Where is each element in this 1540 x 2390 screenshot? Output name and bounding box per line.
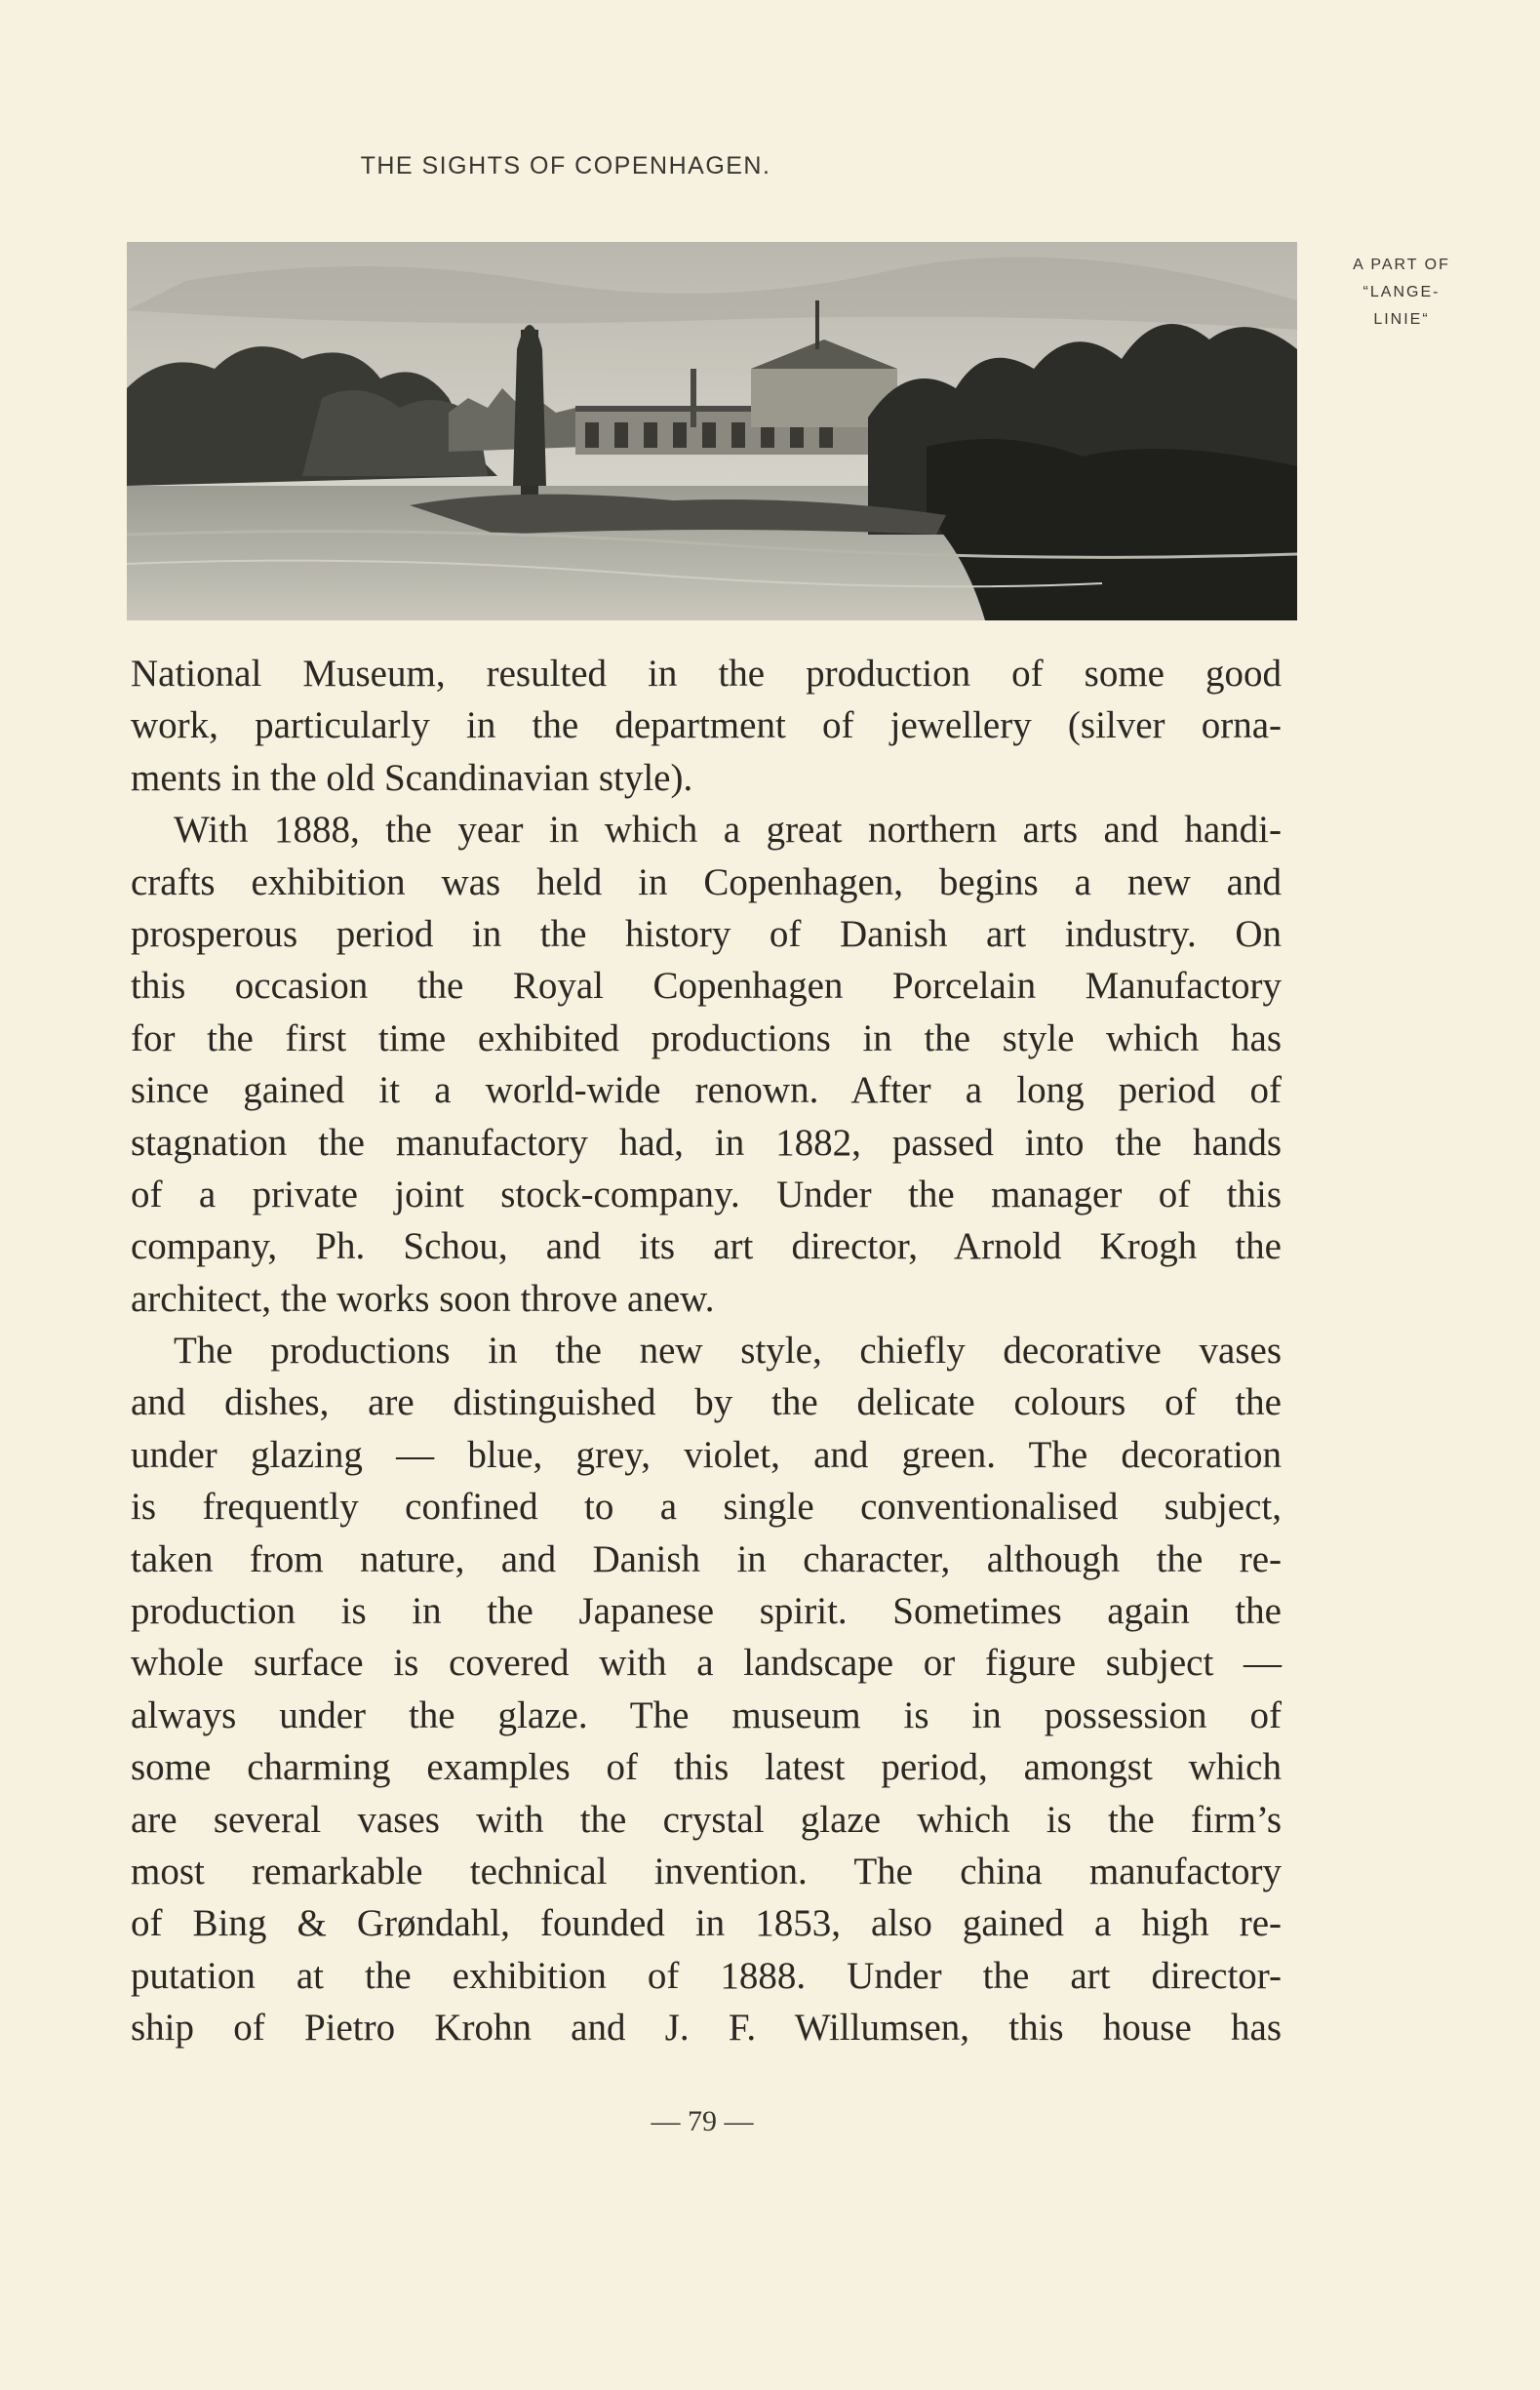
caption-line: “LANGE-	[1362, 284, 1441, 300]
text-line: this occasion the Royal Copenhagen Porcelain Manufactory	[131, 965, 1282, 1008]
text-line: ments in the old Scandinavian style).	[131, 756, 693, 799]
text-line: of Bing & Grøndahl, founded in 1853, also gained a high re-	[131, 1902, 1282, 1945]
running-head: THE SIGHTS OF COPENHAGEN.	[360, 152, 771, 179]
caption-line: LINIE“	[1373, 311, 1430, 328]
langelinie-photograph	[127, 242, 1297, 620]
text-line: some charming examples of this latest period, amongst which	[131, 1746, 1282, 1789]
text-line: crafts exhibition was held in Copenhagen, begins a new and	[131, 860, 1282, 903]
text-line: are several vases with the crystal glaze which is the firm’s	[131, 1798, 1282, 1841]
text-line: production is in the Japanese spirit. Sometimes again the	[131, 1590, 1282, 1633]
text-line: of a private joint stock-company. Under the manager of this	[131, 1173, 1282, 1215]
text-line: putation at the exhibition of 1888. Under the art director-	[131, 1954, 1282, 1997]
text-line: under glazing — blue, grey, violet, and green. The decoration	[131, 1433, 1282, 1476]
text-line: architect, the works soon throve anew.	[131, 1277, 715, 1320]
text-line: ship of Pietro Krohn and J. F. Willumsen, this house has	[131, 2007, 1282, 2050]
illustration-caption	[1319, 252, 1484, 334]
text-line: always under the glaze. The museum is in possession of	[131, 1693, 1282, 1736]
text-line: National Museum, resulted in the production of some good	[131, 653, 1282, 695]
caption-line: A PART OF	[1353, 257, 1450, 273]
text-line: since gained it a world-wide renown. After a long period of	[131, 1069, 1282, 1112]
page-number: — 79 —	[651, 2105, 754, 2137]
text-line: stagnation the manufactory had, in 1882, passed into the hands	[131, 1121, 1282, 1164]
text-line: whole surface is covered with a landscape or figure subject —	[131, 1642, 1282, 1685]
text-line: for the first time exhibited productions in the style which has	[131, 1016, 1282, 1059]
text-line: most remarkable technical invention. The china manufactory	[131, 1850, 1282, 1892]
text-line: With 1888, the year in which a great northern arts and handi-	[174, 809, 1282, 852]
text-line: is frequently confined to a single conventionalised subject,	[131, 1486, 1282, 1529]
text-line: and dishes, are distinguished by the delicate colours of the	[131, 1381, 1282, 1424]
body-text	[131, 648, 1282, 2054]
text-line: taken from nature, and Danish in character, although the re-	[131, 1537, 1282, 1580]
text-line: prosperous period in the history of Danish art industry. On	[131, 912, 1282, 955]
text-line: work, particularly in the department of jewellery (silver orna-	[131, 704, 1282, 747]
text-line: The productions in the new style, chiefly decorative vases	[174, 1330, 1282, 1373]
text-line: company, Ph. Schou, and its art director, Arnold Krogh the	[131, 1225, 1282, 1268]
